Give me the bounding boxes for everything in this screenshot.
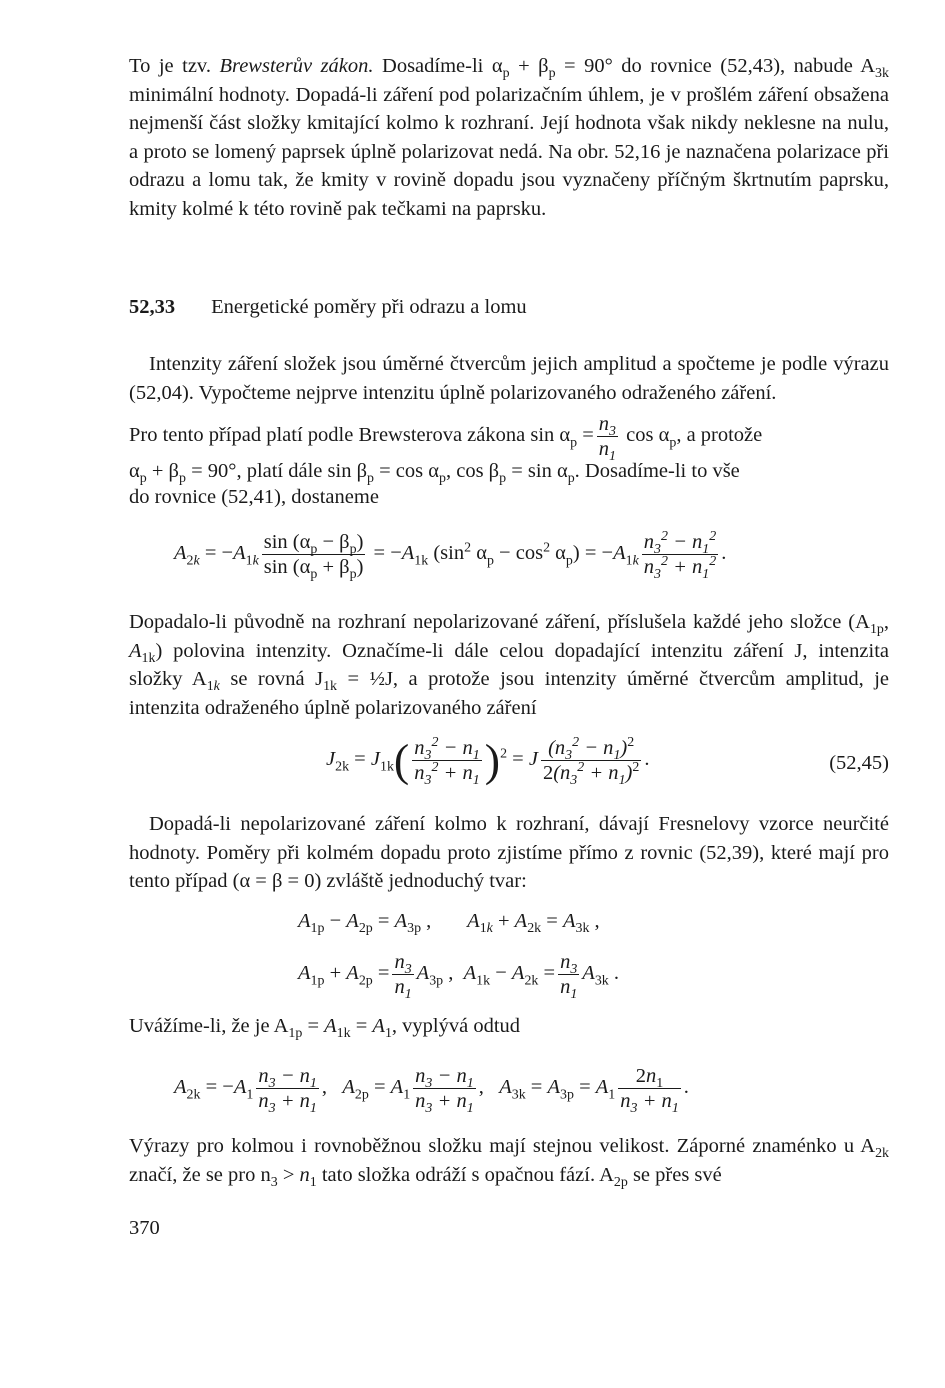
equation-number: (52,45) xyxy=(829,752,889,774)
section-title: Energetické poměry při odrazu a lomu xyxy=(211,296,527,318)
paragraph-case-line2: $\alpha_p + \beta_p = 90^\circ$, platí dále $\sin \beta_p = \cos \alpha_p$, $\cos \beta_p = \sin \alpha_p$. Dosadíme-li to vše xyxy=(129,460,740,487)
page-number: 370 xyxy=(129,1217,160,1239)
paragraph-case-line1: Pro tento případ platí podle Brewsterova zákona $\sin \alpha_p$ = $\frac{n_3}{n_1}$ $\cos \alpha_p$, a protože xyxy=(129,413,763,465)
paragraph-assumption: Uvážíme-li, že je $A_{1p} = A_{1k} = A_1$, vyplývá odtud xyxy=(129,1015,521,1042)
equation-a2k: $A_{2k} = -A_{1k}$ $\frac{\sin (\alpha_p - \beta_p)}{\sin (\alpha_p + \beta_p)}$ = $-A_{1k}$ ($\sin^2$ $\alpha_p - \cos^2 \alpha_p) = -A_{1k}$ $\frac{n_3^2 - n_1^2}{n_3^2 + n_1^2}$ . xyxy=(174,529,727,583)
paragraph-sign: Výrazy pro kolmou i rovnoběžnou složku mají stejnou velikost. Záporné znaménko u $A_{2k}$ značí, že se pro $n_3 > n_1$ tato složka odráží s opačnou fází. $A_{2p}$ se přes své xyxy=(129,1135,889,1190)
paragraph-case-line3: do rovnice (52,41), dostaneme xyxy=(129,486,379,508)
equation-system-row1: $A_{1p} - A_{2p} = A_{3p}$ , $A_{1k} + A_{2k} = A_{3k}$ , xyxy=(298,910,600,937)
section-heading xyxy=(129,296,527,319)
paragraph-unpolarized: Dopadalo-li původně na rozhraní nepolarizované záření, příslušela každé jeho složce ($A_{1p}$, $A_{1k}$) polovina intenzity. Označíme-li dále celou dopadající intenzitu záření J, intenzita složky $A_{1k}$ se rovná $J_{1k}$ = ½J, a protože jsou intenzity úměrné čtvercům amplitud, je intenzita odraženého úplně polarizovaného záření xyxy=(129,611,890,719)
paragraph-intensity: Intenzity záření složek jsou úměrné čtvercům jejich amplitud a spočteme je podle výrazu (52,04). Vypočteme nejprve intenzitu úplně polarizovaného odraženého záření. xyxy=(129,353,889,404)
section-number: 52,33 xyxy=(129,296,176,318)
equation-j2k: $J_{2k} = J_{1k}$( $\frac{n_3^2 - n_1}{n_3^2 + n_1}$ )$^2$ = J $\frac{(n_3^2 - n_1)^2}{2(n_3^2 + n_1)^2}$ . xyxy=(326,734,650,789)
equation-system-row2: $A_{1p} + A_{2p}$ = $\frac{n_3}{n_1}$ $A_{3p}$ , $A_{1k} - A_{2k}$ = $\frac{n_3}{n_1}$ $A_{3k}$ . xyxy=(298,951,619,1003)
paragraph-normal-incidence: Dopadá-li nepolarizované záření kolmo k rozhraní, dávají Fresnelovy vzorce neurčité hodnoty. Poměry při kolmém dopadu proto zjistíme přímo z rovnic (52,39), které mají pro tento případ (α = β = 0) zvláště jednoduchý tvar: xyxy=(129,813,889,893)
equation-results: $A_{2k} = -A_1$ $\frac{n_3 - n_1}{n_3 + n_1}$ , $A_{2p} = A_1$ $\frac{n_3 - n_1}{n_3 + n_1}$ , $A_{3k} = A_{3p} = A_1$ $\frac{2n_1}{n_3 + n_1}$ . xyxy=(174,1065,689,1117)
paragraph-brewster: To je tzv. Brewsterův zákon. Dosadíme-li $\alpha_p + \beta_p = 90^\circ$ do rovnice (52,43), nabude $A_{3k}$ minimální hodnoty. Dopadá-li záření pod polarizačním úhlem, je v prošlém záření obsažena nejmenší část složky kmitající kolmo k rozhraní. Její hodnota však nikdy neklesne na nulu, a proto se lomený paprsek úplně polarizovat nedá. Na obr. 52,16 je naznačena polarizace při odrazu a lomu tak, že kmity v rovině dopadu jsou vyznačeny příčným škrtnutím paprsku, kmity kolmé k této rovině pak tečkami na paprsku. xyxy=(129,55,889,220)
